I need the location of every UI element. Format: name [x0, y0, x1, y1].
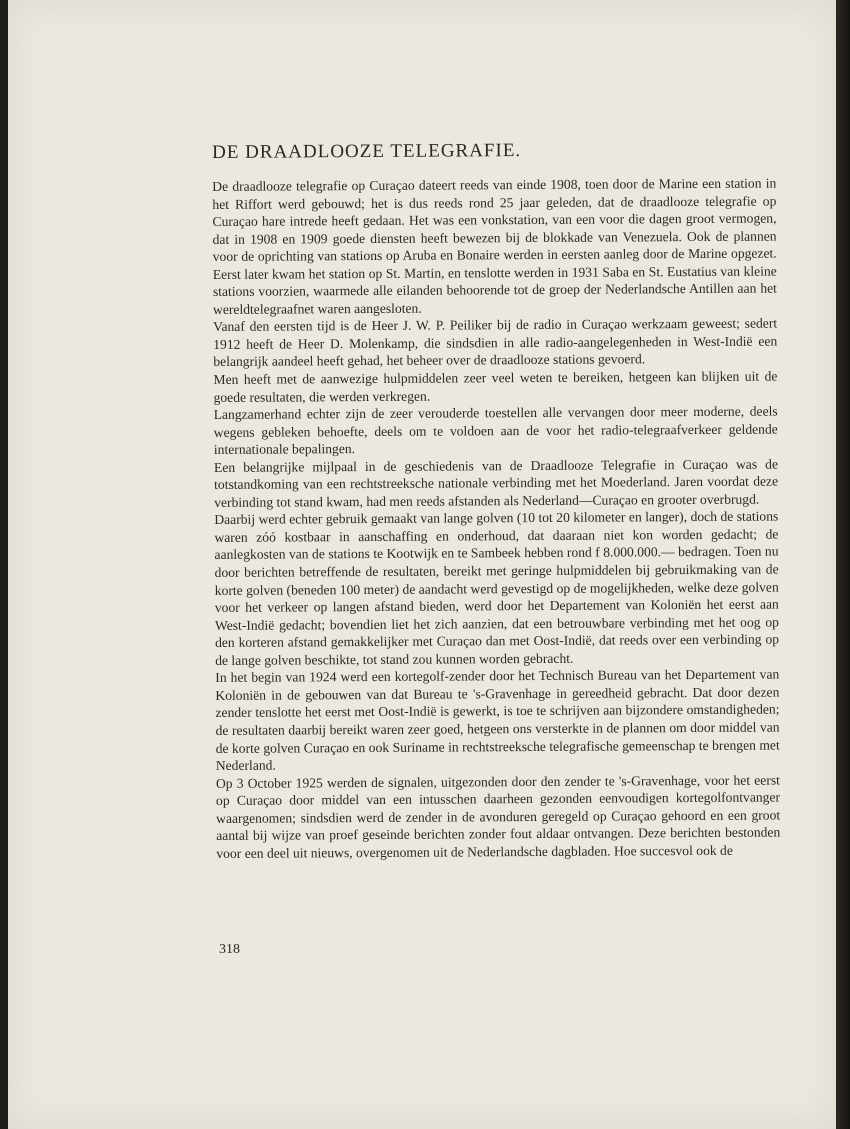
paragraph: In het begin van 1924 werd een kortegolf-zender door het Technisch Bureau van het Departement van Koloniën in de gebouwen van dat Bureau te 's-Gravenhage in gereedheid gebracht. Dat door dezen zender tenslotte het eerst met Oost-Indië is gewerkt, is toe te schrijven aan bijzondere omstandigheden; de resultaten daarbij bereikt waren zeer goed, hetgeen ons versterkte in de plannen om door middel van de korte golven Curaçao en ook Suriname in rechtstreeksche telegrafische gemeenschap te brengen met Nederland. [215, 666, 780, 773]
paragraph: Vanaf den eersten tijd is de Heer J. W. P. Peiliker bij de radio in Curaçao werkzaam geweest; sedert 1912 heeft de Heer D. Molenkamp, die sindsdien in alle radio-aangelegenheden in West-Indië een belangrijk aandeel heeft gehad, het beheer over de draadlooze stations gevoerd. [213, 315, 778, 370]
article-body [204, 139, 780, 863]
paragraph: Een belangrijke mijlpaal in de geschiedenis van de Draadlooze Telegrafie in Curaçao was de totstandkoming van een rechtstreeksche nationale verbinding met het Moederland. Jaren voordat deze verbinding tot stand kwam, had men reeds afstanden als Nederland—Curaçao en grooter overbrugd. [213, 456, 779, 510]
paragraph: Men heeft met de aanwezige hulpmiddelen zeer veel weten te bereiken, hetgeen kan blijken uit de goede resultaten, die werden verkregen. [213, 368, 778, 405]
paragraph: Langzamerhand echter zijn de zeer verouderde toestellen alle vervangen door meer moderne, deels wegens gebleken behoefte, deels om te voldoen aan de voor het radio-telegraafverkeer geldende internationale bepalingen. [213, 403, 778, 458]
book-page [8, 0, 838, 1129]
scan-edge [836, 0, 850, 1129]
page-number: 318 [219, 942, 240, 957]
paragraph: Daarbij werd echter gebruik gemaakt van lange golven (10 tot 20 kilometer en langer), doch de stations waren zóó kostbaar in aanschaffing en onderhoud, dat daaraan niet kon worden gedacht; de aanlegkosten van de stations te Kootwijk en te Sambeek hebben rond f 8.000.000.— bedragen. Toen nu door berichten betreffende de resultaten, bereikt met geringe hulpmiddelen bij gebruikmaking van de korte golven (beneden 100 meter) de aandacht werd gevestigd op de mogelijkheden, welke deze golven voor het verkeer op langen afstand bieden, werd door het Departement van Koloniën het eerst aan West-Indië gedacht; bovendien liet het zich aanzien, dat een betrouwbare verbinding met het oog op den korteren afstand gemakkelijker met Curaçao dan met Oost-Indië, dat reeds over een verbinding op de lange golven beschikte, tot stand zou kunnen worden gebracht. [214, 508, 780, 668]
paragraph: De draadlooze telegrafie op Curaçao dateert reeds van einde 1908, toen door de Marine een station in het Riffort werd gebouwd; het is dus reeds rond 25 jaar geleden, dat de draadlooze telegrafie op Curaçao hare intrede heeft gedaan. Het was een vonkstation, van een voor die dagen groot vermogen, dat in 1908 en 1909 goede diensten heeft bewezen bij de blokkade van Venezuela. Ook de plannen voor de oprichting van stations op Aruba en Bonaire werden in eersten aanleg door de Marine opgezet. Eerst later kwam het station op St. Martin, en tenslotte werden in 1931 Saba en St. Eustatius van kleine stations voorzien, waarmede alle eilanden behoorende tot de groep der Nederlandsche Antillen aan het wereldtelegraafnet waren aangesloten. [212, 175, 777, 317]
page-title: DE DRAADLOOZE TELEGRAFIE. [211, 140, 522, 163]
paragraph: Op 3 October 1925 werden de signalen, uitgezonden door den zender te 's-Gravenhage, voor het eerst op Curaçao door middel van een intusschen daarheen gezonden eenvoudigen kortegolfontvanger waargenomen; sindsdien werd de zender in de avonduren geregeld op Curaçao gehoord en een groot aantal bij wijze van proef geseinde berichten zonder fout aldaar ontvangen. Deze berichten bestonden voor een deel uit nieuws, overgenomen uit de Nederlandsche dagbladen. Hoe succesvol ook de [215, 772, 781, 861]
